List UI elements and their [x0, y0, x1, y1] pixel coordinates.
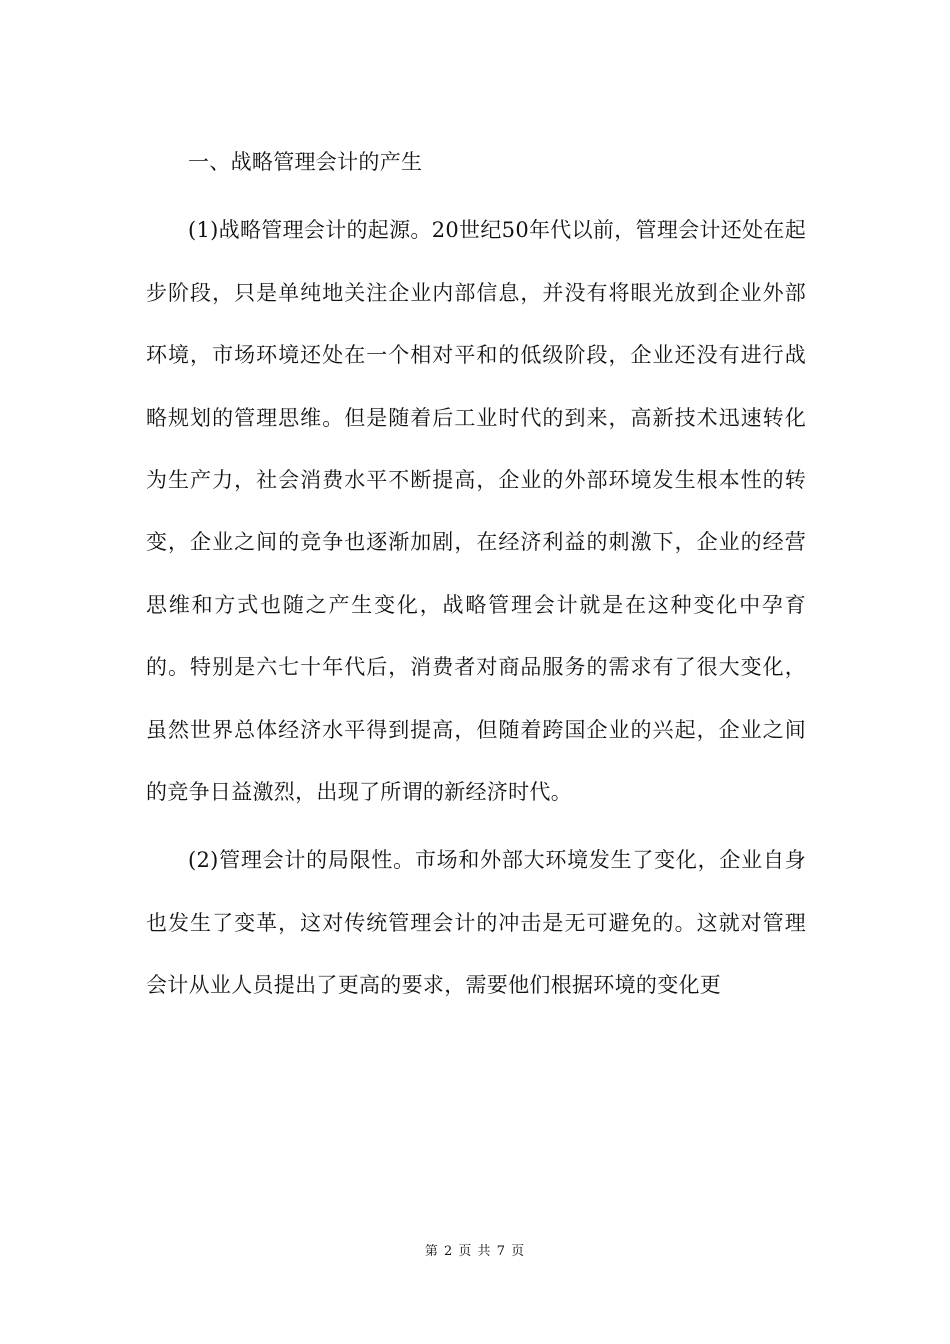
section-heading: 一、战略管理会计的产生	[188, 150, 423, 174]
page-footer	[0, 1240, 950, 1259]
paragraph-limitations: (2)管理会计的局限性。市场和外部大环境发生了变化，企业自身也发生了变革，这对传统管理会计的冲击是无可避免的。这就对管理会计从业人员提出了更高的要求，需要他们根据环境的变化更	[146, 848, 806, 998]
paragraph-origin: (1)战略管理会计的起源。20世纪50年代以前，管理会计还处在起步阶段，只是单纯地关注企业内部信息，并没有将眼光放到企业外部环境，市场环境还处在一个相对平和的低级阶段，企业还没有进行战略规划的管理思维。但是随着后工业时代的到来，高新技术迅速转化为生产力，社会消费水平不断提高，企业的外部环境发生根本性的转变，企业之间的竞争也逐渐加剧，在经济利益的刺激下，企业的经营思维和方式也随之产生变化，战略管理会计就是在这种变化中孕育的。特别是六七十年代后，消费者对商品服务的需求有了很大变化，虽然世界总体经济水平得到提高，但随着跨国企业的兴起，企业之间的竞争日益激烈，出现了所谓的新经济时代。	[146, 218, 806, 805]
page-number-text: 第 2 页 共 7 页	[424, 1244, 526, 1259]
document-body	[146, 131, 806, 1023]
